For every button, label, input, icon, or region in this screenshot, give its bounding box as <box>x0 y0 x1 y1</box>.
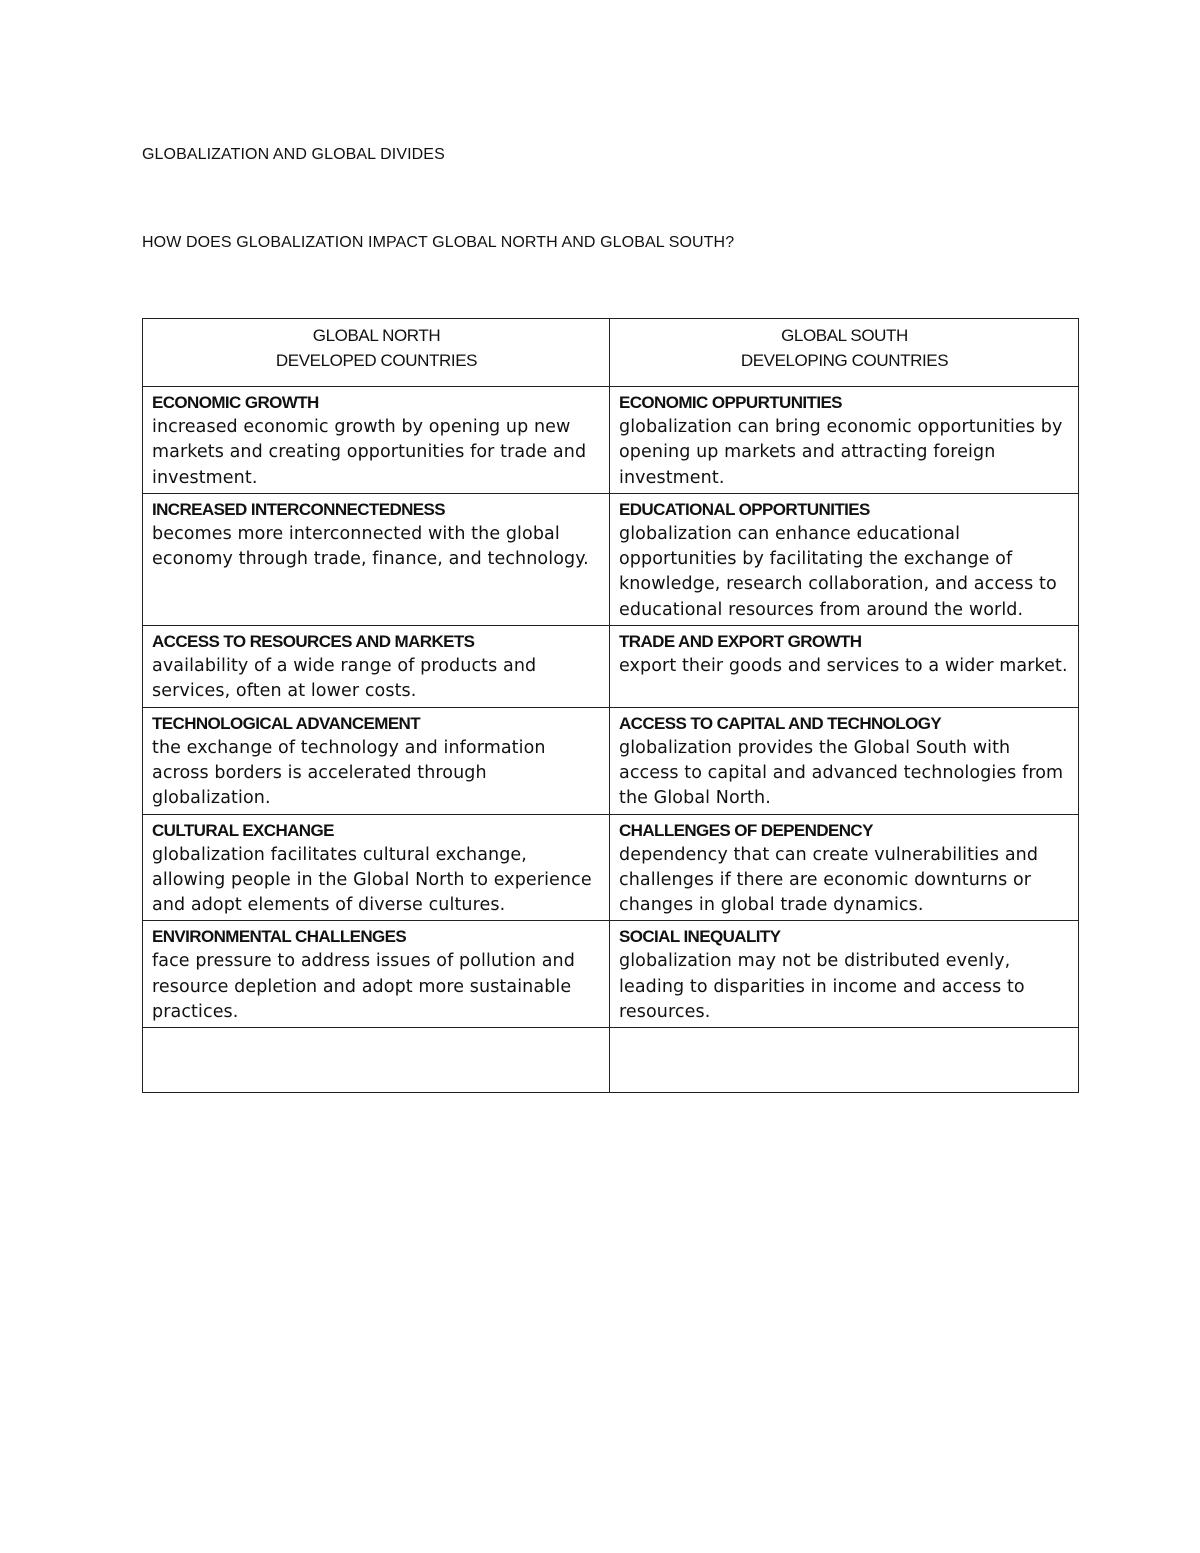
cell-text: globalization can enhance educational opportunities by facilitating the exchange of knowledge, research collaboration, and access to educational resources from around the world. <box>619 523 1057 620</box>
empty-cell <box>143 1028 610 1093</box>
north-cell <box>143 814 610 921</box>
cell-heading: ACCESS TO CAPITAL AND TECHNOLOGY <box>619 713 942 733</box>
document-question: HOW DOES GLOBALIZATION IMPACT GLOBAL NORTH AND GLOBAL SOUTH? <box>142 234 735 251</box>
cell-heading: SOCIAL INEQUALITY <box>619 927 781 947</box>
south-cell <box>610 387 1079 494</box>
table-row <box>143 921 1079 1028</box>
empty-cell <box>610 1028 1079 1093</box>
south-cell <box>610 921 1079 1028</box>
header-line: GLOBAL SOUTH <box>781 326 908 345</box>
cell-heading: ECONOMIC OPPURTUNITIES <box>619 393 842 412</box>
south-cell <box>610 493 1079 625</box>
south-cell <box>610 707 1079 814</box>
cell-text: globalization facilitates cultural exchange, allowing people in the Global North to experience and adopt elements of diverse cultures. <box>152 844 592 916</box>
table-header-row <box>143 319 1079 387</box>
cell-heading: CULTURAL EXCHANGE <box>152 820 334 840</box>
cell-text: face pressure to address issues of pollution and resource depletion and adopt more sustainable practices. <box>152 951 575 1023</box>
document-title: GLOBALIZATION AND GLOBAL DIVIDES <box>142 146 445 163</box>
table-row <box>143 814 1079 921</box>
table-row <box>143 493 1079 625</box>
header-line: DEVELOPED COUNTRIES <box>275 351 478 370</box>
south-cell <box>610 814 1079 921</box>
south-cell <box>610 626 1079 708</box>
cell-text: export their goods and services to a wider market. <box>619 656 1068 677</box>
cell-heading: EDUCATIONAL OPPORTUNITIES <box>619 499 870 519</box>
north-cell <box>143 707 610 814</box>
cell-heading: INCREASED INTERCONNECTEDNESS <box>152 499 446 519</box>
cell-heading: ACCESS TO RESOURCES AND MARKETS <box>152 632 475 652</box>
cell-text: dependency that can create vulnerabilities and challenges if there are economic downturns or changes in global trade dynamics. <box>619 844 1039 916</box>
cell-text: globalization can bring economic opportunities by opening up markets and attracting foreign investment. <box>619 417 1063 488</box>
comparison-table <box>142 318 1079 1093</box>
cell-heading: TRADE AND EXPORT GROWTH <box>619 632 862 652</box>
north-cell <box>143 921 610 1028</box>
cell-heading: CHALLENGES OF DEPENDENCY <box>619 820 873 840</box>
global-south-header <box>610 319 1079 387</box>
cell-text: the exchange of technology and information across borders is accelerated through globalization. <box>152 737 546 809</box>
header-line: GLOBAL NORTH <box>312 326 441 345</box>
cell-text: availability of a wide range of products and services, often at lower costs. <box>152 656 537 702</box>
table-row <box>143 387 1079 494</box>
cell-heading: ECONOMIC GROWTH <box>152 393 319 412</box>
cell-text: becomes more interconnected with the global economy through trade, finance, and technology. <box>152 523 589 570</box>
table-row <box>143 707 1079 814</box>
north-cell <box>143 626 610 708</box>
header-line: DEVELOPING COUNTRIES <box>740 351 949 370</box>
cell-heading: TECHNOLOGICAL ADVANCEMENT <box>152 713 421 733</box>
cell-text: increased economic growth by opening up new markets and creating opportunities for trade and investment. <box>152 417 587 488</box>
cell-text: globalization provides the Global South with access to capital and advanced technologies from the Global North. <box>619 737 1064 809</box>
table-row <box>143 626 1079 708</box>
empty-table-row <box>143 1028 1079 1093</box>
global-north-header <box>143 319 610 387</box>
north-cell <box>143 387 610 494</box>
cell-text: globalization may not be distributed evenly, leading to disparities in income and access to resources. <box>619 951 1025 1023</box>
north-cell <box>143 493 610 625</box>
cell-heading: ENVIRONMENTAL CHALLENGES <box>152 927 407 947</box>
